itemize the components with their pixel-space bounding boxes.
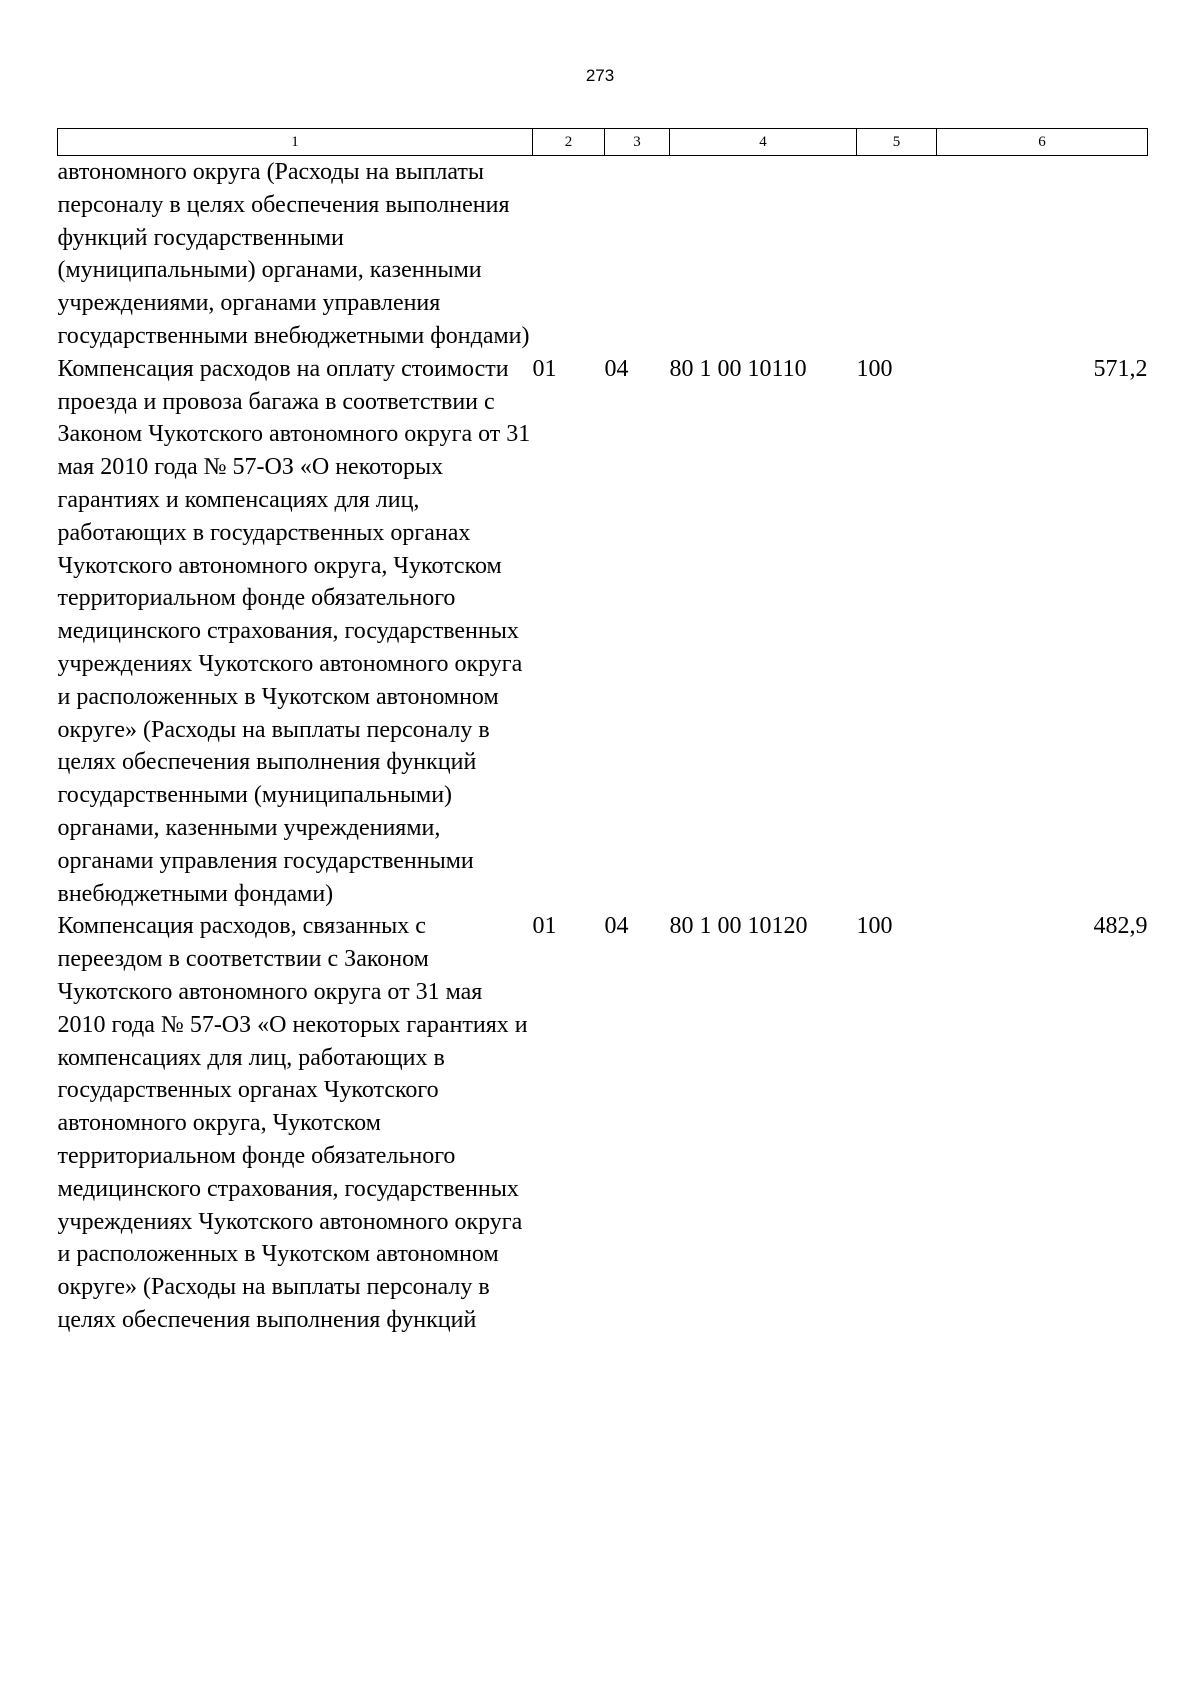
table-row (58, 353, 1148, 911)
table-row (58, 156, 1148, 353)
row-description: Компенсация расходов, связанных с переездом в соответствии с Законом Чукотского автономного округа от 31 мая 2010 года № 57-ОЗ «О некоторых гарантиях и компенсациях для лиц, работающих в государственных органах Чукотского автономного округа, Чукотском территориальном фонде обязательного медицинского страхования, государственных учреждениях Чукотского автономного округа и расположенных в Чукотском автономном округе» (Расходы на выплаты персоналу в целях обеспечения выполнения функций (57, 913, 528, 1333)
row-subsection: 04 (604, 913, 629, 940)
table-row (58, 910, 1148, 1336)
page-number: 273 (585, 66, 615, 85)
row-description: автономного округа (Расходы на выплаты персоналу в целях обеспечения выполнения функций государственными (муниципальными) органами, казенными учреждениями, органами управления государственными внебюджетными фондами) (57, 159, 530, 349)
column-header-4: 4 (670, 129, 857, 156)
row-target-article: 80 1 00 10120 (669, 913, 808, 940)
row-expense-type: 100 (856, 913, 893, 940)
row-amount: 482,9 (1093, 913, 1148, 940)
budget-table (57, 128, 1148, 1337)
column-header-1: 1 (58, 129, 533, 156)
row-section: 01 (532, 913, 557, 940)
column-header-2: 2 (533, 129, 605, 156)
row-expense-type (857, 156, 937, 353)
row-amount: 571,2 (1093, 355, 1148, 382)
row-target-article: 80 1 00 10110 (669, 355, 807, 382)
row-subsection: 04 (604, 355, 629, 382)
column-header-6: 6 (937, 129, 1148, 156)
table-header-row (58, 129, 1148, 156)
row-target-article (670, 156, 857, 353)
column-header-5: 5 (857, 129, 937, 156)
row-section: 01 (532, 355, 557, 382)
row-amount (937, 156, 1148, 353)
row-subsection (605, 156, 670, 353)
row-expense-type: 100 (856, 355, 893, 382)
column-header-3: 3 (605, 129, 670, 156)
row-section (533, 156, 605, 353)
row-description: Компенсация расходов на оплату стоимости проезда и провоза багажа в соответствии с Законом Чукотского автономного округа от 31 мая 2010 года № 57-ОЗ «О некоторых гарантиях и компенсациях для лиц, работающих в государственных органах Чукотского автономного округа, Чукотском территориальном фонде обязательного медицинского страхования, государственных учреждениях Чукотского автономного округа и расположенных в Чукотском автономном округе» (Расходы на выплаты персоналу в целях обеспечения выполнения функций государственными (муниципальными) органами, казенными учреждениями, органами управления государственными внебюджетными фондами) (57, 355, 531, 907)
